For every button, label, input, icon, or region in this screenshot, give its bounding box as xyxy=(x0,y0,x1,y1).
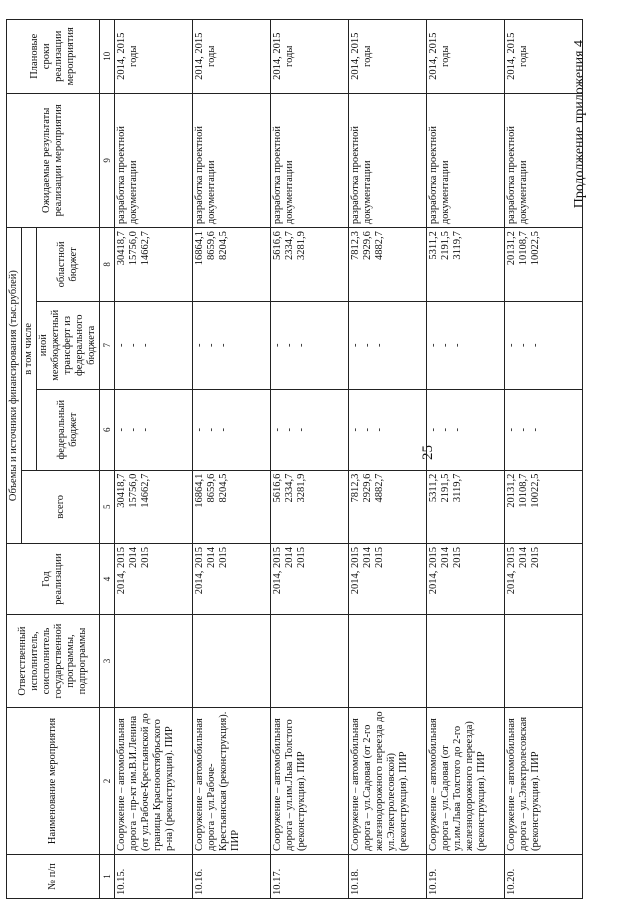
header-results: Ожидаемые результаты реализации мероприятия xyxy=(7,93,100,228)
total-value: 10022,5 xyxy=(530,473,541,508)
federal-value: - xyxy=(218,427,229,432)
table-row xyxy=(271,20,349,899)
header-num: № п/п xyxy=(7,854,100,898)
year-value: 2014 xyxy=(362,547,373,569)
regional-value: 16864,1 xyxy=(194,231,205,266)
total-value: 20131,2 xyxy=(506,473,517,508)
year-value: 2014 xyxy=(440,547,451,569)
federal-value: - xyxy=(518,427,529,432)
transfer-value: - xyxy=(518,343,529,347)
year-value: 2014, 2015 xyxy=(428,547,439,595)
federal-value: - xyxy=(440,427,451,432)
year-value: 2015 xyxy=(374,547,385,569)
transfer-cell xyxy=(193,301,271,389)
measure-name: Сооружение – автомобильная дорога – ул.Садовая (от 2-го железнодорожного переезда до ул.Электролесовской) (реконструкция). ПИР xyxy=(349,708,427,855)
table-row xyxy=(115,20,193,899)
result-cell: разработка проектной документации xyxy=(193,93,271,228)
year-value: 2014, 2015 xyxy=(506,547,517,595)
year-value: 2014 xyxy=(128,547,139,569)
row-number: 10.15. xyxy=(115,854,193,898)
total-value: 15756,0 xyxy=(128,473,139,508)
year-value: 2014, 2015 xyxy=(272,547,283,595)
result-cell: разработка проектной документации xyxy=(505,93,583,228)
regional-value: 14662,7 xyxy=(140,231,151,266)
year-cell xyxy=(349,544,427,615)
federal-value: - xyxy=(374,427,385,432)
regional-value: 2191,5 xyxy=(440,231,451,261)
header-transfer: иной межбюджетный трансферт из федерального бюджета xyxy=(37,301,100,389)
transfer-value: - xyxy=(128,343,139,347)
total-value: 10108,7 xyxy=(518,473,529,508)
total-cell xyxy=(115,470,193,543)
result-cell: разработка проектной документации xyxy=(271,93,349,228)
federal-value: - xyxy=(350,427,361,432)
federal-cell xyxy=(193,389,271,470)
table-body xyxy=(115,20,583,899)
federal-cell xyxy=(115,389,193,470)
federal-value: - xyxy=(530,427,541,432)
column-number: 2 xyxy=(100,708,115,855)
total-value: 30418,7 xyxy=(116,473,127,508)
transfer-value: - xyxy=(452,343,463,347)
column-number: 9 xyxy=(100,93,115,228)
total-value: 4882,7 xyxy=(374,473,385,503)
regional-value: 2929,6 xyxy=(362,231,373,261)
transfer-value: - xyxy=(284,343,295,347)
regional-value: 20131,2 xyxy=(506,231,517,266)
total-value: 8204,5 xyxy=(218,473,229,503)
year-cell xyxy=(193,544,271,615)
regional-value: 3281,9 xyxy=(296,231,307,261)
column-number: 8 xyxy=(100,228,115,302)
term-cell: 2014, 2015 годы xyxy=(271,20,349,94)
transfer-value: - xyxy=(296,343,307,347)
total-value: 16864,1 xyxy=(194,473,205,508)
transfer-value: - xyxy=(362,343,373,347)
column-number: 1 xyxy=(100,854,115,898)
total-value: 5616,6 xyxy=(272,473,283,503)
total-value: 3119,7 xyxy=(452,473,463,503)
federal-value: - xyxy=(362,427,373,432)
regional-value: 5311,2 xyxy=(428,231,439,260)
measure-name: Сооружение – автомобильная дорога – пр-кт им.В.И.Ленина (от ул.Рабоче-Крестьянской до границы Краснооктябрьского р-на) (реконструкция). ПИР xyxy=(115,708,193,855)
table-row xyxy=(193,20,271,899)
transfer-value: - xyxy=(116,343,127,347)
transfer-value: - xyxy=(194,343,205,347)
total-cell xyxy=(271,470,349,543)
row-number: 10.19. xyxy=(427,854,505,898)
federal-value: - xyxy=(140,427,151,432)
transfer-value: - xyxy=(530,343,541,347)
header-total: всего xyxy=(22,470,100,543)
total-cell xyxy=(193,470,271,543)
header-funding: Объемы и источники финансирования (тыс.рублей) xyxy=(7,228,22,544)
executor-cell xyxy=(349,615,427,708)
program-table xyxy=(6,19,583,899)
header-regional: областной бюджет xyxy=(37,228,100,302)
transfer-cell xyxy=(505,301,583,389)
transfer-value: - xyxy=(218,343,229,347)
executor-cell xyxy=(271,615,349,708)
table-row xyxy=(505,20,583,899)
year-value: 2014, 2015 xyxy=(194,547,205,595)
transfer-value: - xyxy=(440,343,451,347)
total-value: 2191,5 xyxy=(440,473,451,503)
header-in-that: в том числе xyxy=(22,228,37,470)
federal-cell xyxy=(271,389,349,470)
transfer-cell xyxy=(349,301,427,389)
regional-value: 7812,3 xyxy=(350,231,361,261)
year-value: 2014 xyxy=(206,547,217,569)
federal-cell xyxy=(349,389,427,470)
total-value: 2334,7 xyxy=(284,473,295,503)
year-value: 2014, 2015 xyxy=(116,547,127,595)
regional-value: 10022,5 xyxy=(530,231,541,266)
federal-value: - xyxy=(194,427,205,432)
regional-value: 3119,7 xyxy=(452,231,463,260)
federal-value: - xyxy=(428,427,439,432)
regional-cell xyxy=(349,228,427,302)
column-number: 5 xyxy=(100,470,115,543)
row-number: 10.18. xyxy=(349,854,427,898)
regional-value: 10108,7 xyxy=(518,231,529,266)
year-value: 2015 xyxy=(218,547,229,569)
header-terms: Плановые сроки реализации мероприятия xyxy=(7,20,100,94)
result-cell: разработка проектной документации xyxy=(115,93,193,228)
transfer-value: - xyxy=(506,343,517,347)
transfer-value: - xyxy=(140,343,151,347)
regional-cell xyxy=(427,228,505,302)
year-value: 2015 xyxy=(140,547,151,569)
term-cell: 2014, 2015 годы xyxy=(427,20,505,94)
transfer-value: - xyxy=(350,343,361,347)
total-value: 7812,3 xyxy=(350,473,361,503)
executor-cell xyxy=(193,615,271,708)
transfer-value: - xyxy=(272,343,283,347)
total-value: 5311,2 xyxy=(428,473,439,503)
regional-value: 8204,5 xyxy=(218,231,229,261)
transfer-cell xyxy=(115,301,193,389)
measure-name: Сооружение – автомобильная дорога – ул.им.Льва Толстого (реконструкция). ПИР xyxy=(271,708,349,855)
result-cell: разработка проектной документации xyxy=(349,93,427,228)
row-number: 10.20. xyxy=(505,854,583,898)
measure-name: Сооружение – автомобильная дорога – ул.Садовая (от ул.им.Льва Толстого до 2-го железнодорожного переезда) (реконструкция). ПИР xyxy=(427,708,505,855)
column-number: 6 xyxy=(100,389,115,470)
federal-value: - xyxy=(284,427,295,432)
header-year: Год реализации xyxy=(7,544,100,615)
column-number: 3 xyxy=(100,615,115,708)
federal-value: - xyxy=(272,427,283,432)
year-cell xyxy=(427,544,505,615)
appendix-caption: Продолжение приложения 4 xyxy=(572,40,587,209)
table-row xyxy=(349,20,427,899)
federal-value: - xyxy=(296,427,307,432)
federal-cell xyxy=(427,389,505,470)
total-cell xyxy=(349,470,427,543)
year-value: 2015 xyxy=(452,547,463,569)
regional-value: 15756,0 xyxy=(128,231,139,266)
term-cell: 2014, 2015 годы xyxy=(349,20,427,94)
column-number-row xyxy=(100,20,115,899)
column-number: 7 xyxy=(100,301,115,389)
total-value: 8659,6 xyxy=(206,473,217,503)
transfer-cell xyxy=(427,301,505,389)
executor-cell xyxy=(427,615,505,708)
federal-value: - xyxy=(116,427,127,432)
year-cell xyxy=(271,544,349,615)
total-value: 3281,9 xyxy=(296,473,307,503)
header-name: Наименование мероприятия xyxy=(7,708,100,855)
transfer-value: - xyxy=(428,343,439,347)
header-federal: федеральный бюджет xyxy=(37,389,100,470)
transfer-value: - xyxy=(206,343,217,347)
transfer-value: - xyxy=(374,343,385,347)
regional-cell xyxy=(505,228,583,302)
regional-cell xyxy=(115,228,193,302)
total-cell xyxy=(427,470,505,543)
year-value: 2014 xyxy=(284,547,295,569)
federal-value: - xyxy=(206,427,217,432)
regional-cell xyxy=(271,228,349,302)
year-value: 2014 xyxy=(518,547,529,569)
year-value: 2014, 2015 xyxy=(350,547,361,595)
executor-cell xyxy=(505,615,583,708)
row-number: 10.17. xyxy=(271,854,349,898)
header-executor: Ответственный исполнитель, соисполнитель государственной программы, подпрограммы xyxy=(7,615,100,708)
transfer-cell xyxy=(271,301,349,389)
year-value: 2015 xyxy=(296,547,307,569)
total-value: 14662,7 xyxy=(140,473,151,508)
measure-name: Сооружение – автомобильная дорога – ул.Рабоче-Крестьянская (реконструкция). ПИР xyxy=(193,708,271,855)
regional-value: 5616,6 xyxy=(272,231,283,261)
result-cell: разработка проектной документации xyxy=(427,93,505,228)
federal-value: - xyxy=(128,427,139,432)
regional-value: 4882,7 xyxy=(374,231,385,261)
regional-value: 30418,7 xyxy=(116,231,127,266)
total-cell xyxy=(505,470,583,543)
regional-value: 8659,6 xyxy=(206,231,217,261)
executor-cell xyxy=(115,615,193,708)
year-cell xyxy=(505,544,583,615)
regional-cell xyxy=(193,228,271,302)
federal-value: - xyxy=(506,427,517,432)
term-cell: 2014, 2015 годы xyxy=(505,20,583,94)
federal-value: - xyxy=(452,427,463,432)
total-value: 2929,6 xyxy=(362,473,373,503)
term-cell: 2014, 2015 годы xyxy=(193,20,271,94)
year-cell xyxy=(115,544,193,615)
page-number: 25 xyxy=(420,445,436,460)
year-value: 2015 xyxy=(530,547,541,569)
measure-name: Сооружение – автомобильная дорога – ул.Электролесовская (реконструкция). ПИР xyxy=(505,708,583,855)
column-number: 10 xyxy=(100,20,115,94)
column-number: 4 xyxy=(100,544,115,615)
regional-value: 2334,7 xyxy=(284,231,295,261)
federal-cell xyxy=(505,389,583,470)
table-row xyxy=(427,20,505,899)
row-number: 10.16. xyxy=(193,854,271,898)
term-cell: 2014, 2015 годы xyxy=(115,20,193,94)
